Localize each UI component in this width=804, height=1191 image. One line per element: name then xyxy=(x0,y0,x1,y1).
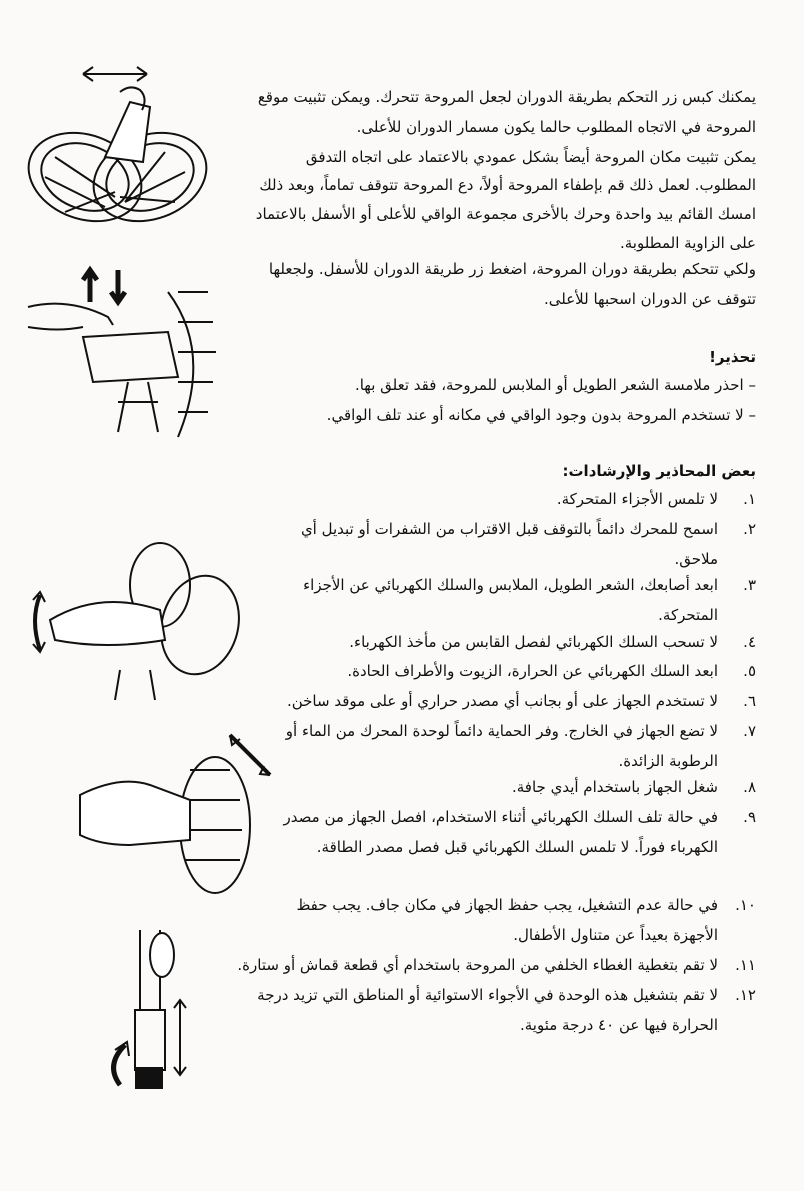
list-item xyxy=(236,686,756,716)
warning-title: تحذير! xyxy=(709,348,756,366)
intro-line: المروحة في الاتجاه المطلوب حالما يكون مسمار الدوران للأعلى. xyxy=(356,118,756,136)
fan-tilt-adjust-illustration xyxy=(25,540,245,700)
intro-line: ولكي تتحكم بطريقة دوران المروحة، اضغط زر طريقة الدوران للأسفل. ولجعلها xyxy=(268,260,756,278)
list-item-number: ٥. xyxy=(743,662,756,680)
list-item xyxy=(276,772,756,802)
list-item-text: ابعد السلك الكهربائي عن الحرارة، الزيوت والأطراف الحادة. xyxy=(347,662,718,680)
fan-pole-height-illustration xyxy=(100,920,210,1100)
intro-line: تتوقف عن الدوران اسحبها للأعلى. xyxy=(543,290,756,308)
list-item xyxy=(256,570,756,630)
list-item-number: ٤. xyxy=(743,633,756,651)
list-item-number: ٣. xyxy=(743,576,756,594)
list-item xyxy=(276,802,756,862)
list-item xyxy=(256,890,756,950)
list-item-text: شغل الجهاز باستخدام أيدي جافة. xyxy=(511,778,718,796)
list-item xyxy=(256,656,756,686)
intro-line: على الزاوية المطلوبة. xyxy=(619,234,756,252)
list-item-text: اسمح للمحرك دائماً بالتوقف قبل الاقتراب من الشفرات أو تبديل أي ملاحق. xyxy=(300,520,718,568)
intro-line: المطلوب. لعمل ذلك قم بإطفاء المروحة أولاً، دع المروحة تتوقف تماماً، وبعد ذلك xyxy=(259,176,756,194)
intro-line: يمكن تثبيت مكان المروحة أيضاً بشكل عمودي بالاعتماد على اتجاه التدفق xyxy=(305,148,756,166)
intro-line: امسك القائم بيد واحدة وحرك بالأخرى مجموعة الواقي للأعلى أو الأسفل بالاعتماد xyxy=(255,205,756,223)
list-item-number: ٩. xyxy=(743,808,756,826)
fan-head-tilt-illustration xyxy=(70,725,280,900)
list-item xyxy=(236,980,756,1040)
list-item-text: لا تقم بتغطية الغطاء الخلفي من المروحة باستخدام أي قطعة قماش أو ستارة. xyxy=(237,956,718,974)
list-item xyxy=(256,627,756,657)
list-item-text: في حالة عدم التشغيل، يجب حفظ الجهاز في مكان جاف. يجب حفظ الأجهزة بعيداً عن متناول الأطفال. xyxy=(296,896,718,944)
list-item-number: ١١. xyxy=(735,956,756,974)
list-item-number: ٦. xyxy=(743,692,756,710)
list-item-text: لا تلمس الأجزاء المتحركة. xyxy=(556,490,718,508)
fan-tilt-button-illustration xyxy=(28,262,218,442)
list-item xyxy=(256,514,756,574)
list-item-number: ٧. xyxy=(743,722,756,740)
list-item-text: لا تقم بتشغيل هذه الوحدة في الأجواء الاستوائية أو المناطق التي تزيد درجة الحرارة فيها عن ٤٠ درجة مئوية. xyxy=(257,986,718,1034)
list-item-number: ٨. xyxy=(743,778,756,796)
list-item-text: ابعد أصابعك، الشعر الطويل، الملابس والسلك الكهربائي عن الأجزاء المتحركة. xyxy=(303,576,718,624)
warning-item: – لا تستخدم المروحة بدون وجود الواقي في مكانه أو عند تلف الواقي. xyxy=(326,406,756,424)
intro-line: يمكنك كبس زر التحكم بطريقة الدوران لجعل المروحة تتحرك. ويمكن تثبيت موقع xyxy=(257,88,756,106)
list-item-number: ١٠. xyxy=(735,896,756,914)
list-item-text: لا تضع الجهاز في الخارج. وفر الحماية دائماً لوحدة المحرك من الماء أو الرطوبة الزائدة. xyxy=(285,722,718,770)
fan-oscillation-illustration xyxy=(25,62,210,242)
list-item xyxy=(216,950,756,980)
list-item-number: ٢. xyxy=(743,520,756,538)
list-item-text: لا تستخدم الجهاز على أو بجانب أي مصدر حراري أو على موقد ساخن. xyxy=(286,692,718,710)
precautions-title: بعض المحاذير والإرشادات: xyxy=(562,462,756,480)
list-item-number: ١. xyxy=(743,490,756,508)
list-item xyxy=(256,484,756,514)
list-item-text: لا تسحب السلك الكهربائي لفصل القابس من مأخذ الكهرباء. xyxy=(349,633,718,651)
list-item xyxy=(276,716,756,776)
list-item-text: في حالة تلف السلك الكهربائي أثناء الاستخدام، افصل الجهاز من مصدر الكهرباء فوراً. لا تلمس السلك الكهربائي قبل فصل مصدر الطاقة. xyxy=(283,808,718,856)
list-item-number: ١٢. xyxy=(735,986,756,1004)
warning-item: – احذر ملامسة الشعر الطويل أو الملابس للمروحة، فقد تعلق بها. xyxy=(354,376,756,394)
